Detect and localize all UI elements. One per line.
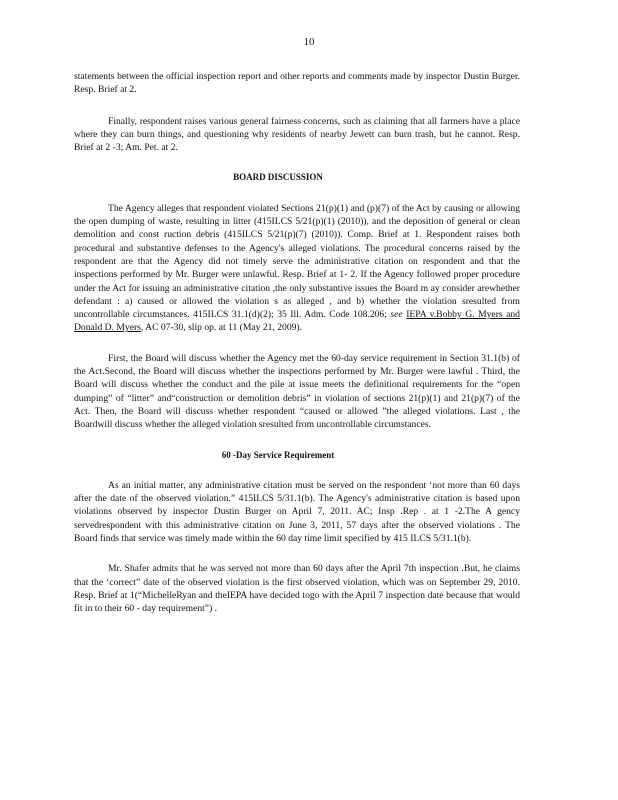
paragraph-initial-matter: As an initial matter, any administrative citation must be served on the respondent ‘not more than 60 days after the date of the observed violation.” 415ILCS 5/31.1(b). The Agency's administrative citation is based upon violations observed by inspector Dustin Burger on April 7, 2011. AC; Insp .Rep . at 1 -2.The A gency servedrespondent with this administrative citation on June 3, 2011, 57 days after the observed violations . The Board finds that service was timely made within the 60 day time limit specified by 415 ILCS 5/31.1(b). xyxy=(74,479,520,545)
document-body xyxy=(74,70,520,616)
paragraph-shafer-admits: Mr. Shafer admits that he was served not more than 60 days after the April 7th inspection .But, he claims that the ‘correct” date of the observed violation is the first observed violation, which was on September 29, 2010. Resp. Brief at 1(“MichelleRyan and theIEPA have decided togo with the April 7 inspection date because that would fit in to their 60 - day requirement”) . xyxy=(74,563,520,615)
paragraph-fairness-concerns: Finally, respondent raises various general fairness concerns, such as claiming that all farmers have a place where they can burn things, and questioning why residents of nearby Jewett can burn trash, but he cannot. Resp. Brief at 2 -3; Am. Pet. at 2. xyxy=(74,115,520,154)
paragraph-continuation: statements between the official inspection report and other reports and comments made by inspector Dustin Burger. Resp. Brief at 2. xyxy=(74,71,520,96)
paragraph-discussion-outline: First, the Board will discuss whether the Agency met the 60-day service requirement in Section 31.1(b) of the Act.Second, the Board will discuss whether the inspections performed by Mr. Burger were lawful . Third, the Board will discuss whether the conduct and the pile at issue meets the definitional requirements for the “open dumping” of “litter” and“construction or demolition debris” in violation of sections 21(p)(1) and 21(p)(7) of the Act. Then, the Board will discuss whether respondent “caused or allowed ”the alleged violations. Last , the Boardwill discuss whether the alleged violation sresulted from uncontrollable circumstances. xyxy=(74,352,520,431)
page-number: 10 xyxy=(303,36,315,48)
citation-signal-see: see xyxy=(390,309,403,321)
heading-board-discussion: BOARD DISCUSSION xyxy=(233,172,323,183)
heading-60-day-service: 60 -Day Service Requirement xyxy=(221,449,335,460)
case-name: IEPA v.Bobby G. Myers and Donald D. Myers xyxy=(74,309,520,334)
paragraph-agency-allegations: The Agency alleges that respondent violated Sections 21(p)(1) and (p)(7) of the Act by causing or allowing the open dumping of waste, resulting in litter (415ILCS 5/21(p)(1) (2010)), and the deposition of general or clean demolition and const ruction debris (415ILCS 5/21(p)(7) (2010)). Comp. Brief at 1. Respondent raises both procedural and substantive defenses to the Agency's alleged violations. The procedural concerns raised by the respondent are that the Agency did not timely serve the administrative citation on respondent and that the inspections performed by Mr. Burger were unlawful. Resp. Brief at 1- 2. If the Agency followed proper procedure under the Act for issuing an administrative citation ,the only substantive issues the Board m ay consider arewhether defendant : a) caused or allowed the violation s as alleged , and b) whether the violation sresulted from uncontrollable circumstances. 415ILCS 31.1(d)(2); 35 Ill. Adm. Code 108.206; see IEPA v.Bobby G. Myers and Donald D. Myers, AC 07-30, slip op. at 11 (May 21, 2009). xyxy=(74,202,520,334)
